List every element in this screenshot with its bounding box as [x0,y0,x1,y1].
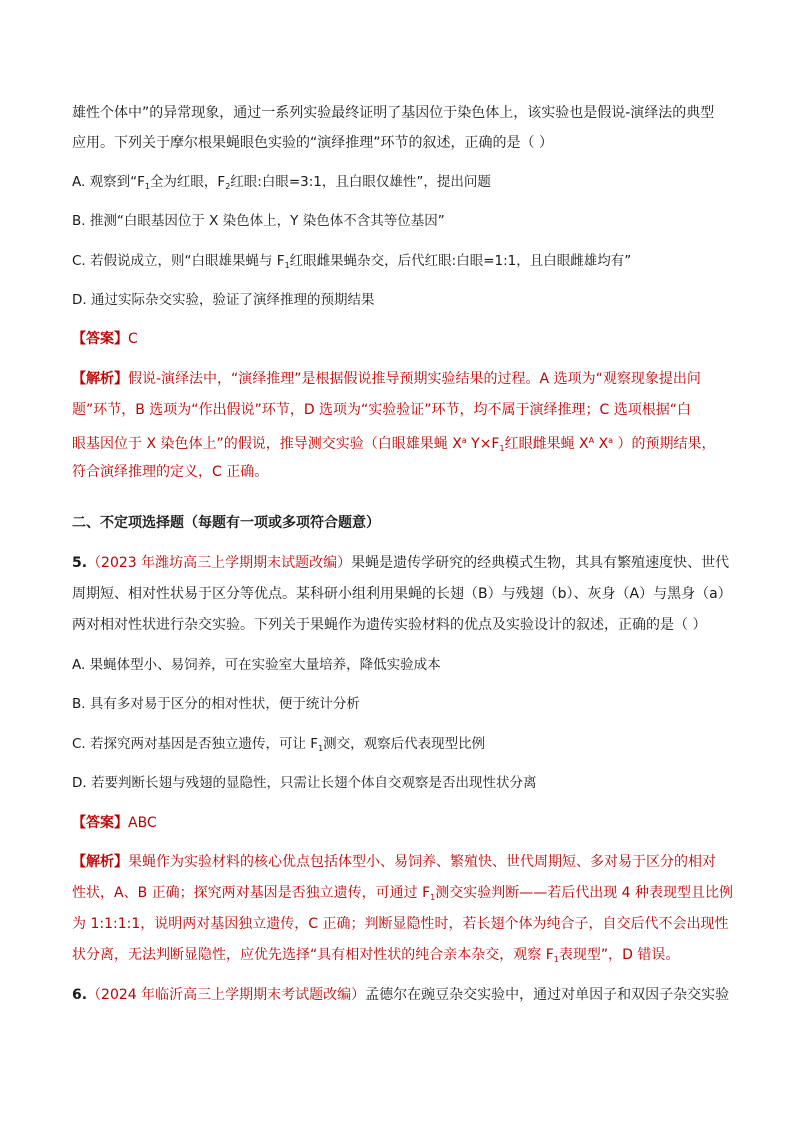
q4-analysis-line-2: 题”环节，B 选项为“作出假说”环节，D 选项为“实验验证”环节，均不属于演绎推理；C 选项根据“白 [72,402,692,418]
section-2-title: 二、不定项选择题（每题有一项或多项符合题意） [72,515,380,531]
q5-option-d: D. 若要判断长翅与残翅的显隐性，只需让长翅个体自交观察是否出现性状分离 [72,775,537,791]
q5-stem-line-2: 周期短、相对性状易于区分等优点。某科研小组利用果蝇的长翅（B）与残翅（b）、灰身（A）与黑身（a） [72,586,732,602]
q5-source: （2023 年潍坊高三上学期期末试题改编） [87,555,352,571]
q5-option-a: A. 果蝇体型小、易饲养，可在实验室大量培养，降低实验成本 [72,657,441,673]
q5-analysis-line-2: 性状，A、B 正确；探究两对基因是否独立遗传，可通过 $F_1$测交实验判断——若后代出现 4 种表现型且比例 [72,885,734,902]
q5-number: 5. [72,555,88,571]
q4-analysis-line-4: 符合演绎推理的定义，C 正确。 [72,464,269,480]
q4-option-b: B. 推测“白眼基因位于 X 染色体上，Y 染色体不含其等位基因” [72,213,445,229]
q4-answer: 【答案】C [72,331,138,347]
q4-stem-line-1: 雄性个体中”的异常现象，通过一系列实验最终证明了基因位于染色体上，该实验也是假说-演绎法的典型 [72,105,715,121]
q5-analysis-line-3: 为 1:1:1:1，说明两对基因独立遗传，C 正确；判断显隐性时，若长翅个体为纯合子，自交后代不会出现性 [72,916,729,932]
q5-option-b: B. 具有多对易于区分的相对性状，便于统计分析 [72,696,360,712]
q6-source: （2024 年临沂高三上学期期末考试题改编） [87,987,366,1003]
q5-option-c: C. 若探究两对基因是否独立遗传，可让 $F_1$测交，观察后代表现型比例 [72,736,486,753]
q4-stem-line-2: 应用。下列关于摩尔根果蝇眼色实验的“演绎推理”环节的叙述，正确的是（ ） [72,135,553,151]
q6-stem-line-1: 6.（2024 年临沂高三上学期期末考试题改编）孟德尔在豌豆杂交实验中，通过对单因子和双因子杂交实验 [72,987,730,1003]
q4-option-c: C. 若假说成立，则“白眼雄果蝇与 $F_1$红眼雌果蝇杂交，后代红眼:白眼=1:1，且白眼雌雄均有” [72,253,632,270]
q4-option-d: D. 通过实际杂交实验，验证了演绎推理的预期结果 [72,292,375,308]
q5-stem-line-3: 两对相对性状进行杂交实验。下列关于果蝇作为遗传实验材料的优点及实验设计的叙述，正确的是（ ） [72,617,707,633]
q6-number: 6. [72,987,88,1003]
q4-analysis-line-1: 【解析】假说-演绎法中，“演绎推理”是根据假说推导预期实验结果的过程。A 选项为“观察现象提出问 [72,371,701,387]
q4-analysis-line-3: 眼基因位于 X 染色体上”的假说，推导测交实验（白眼雄果蝇 $X^a$ $Y\times F_1$红眼雌果蝇 $X^A$ $X^a$ ）的预期结果， [72,436,716,453]
q5-stem-line-1: 5.（2023 年潍坊高三上学期期末试题改编）果蝇是遗传学研究的经典模式生物，其具有繁殖速度快、世代 [72,555,730,571]
q4-option-a: A. 观察到“$F_1$全为红眼，$F_2$红眼:白眼=3:1，且白眼仅雄性”，提出问题 [72,174,491,191]
q5-analysis-line-4: 状分离，无法判断显隐性，应优先选择“具有相对性状的纯合亲本杂交，观察 $F_1$表现型”，D 错误。 [72,947,680,964]
q5-answer: 【答案】ABC [72,815,157,831]
q5-analysis-line-1: 【解析】果蝇作为实验材料的核心优点包括体型小、易饲养、繁殖快、世代周期短、多对易于区分的相对 [72,854,716,870]
